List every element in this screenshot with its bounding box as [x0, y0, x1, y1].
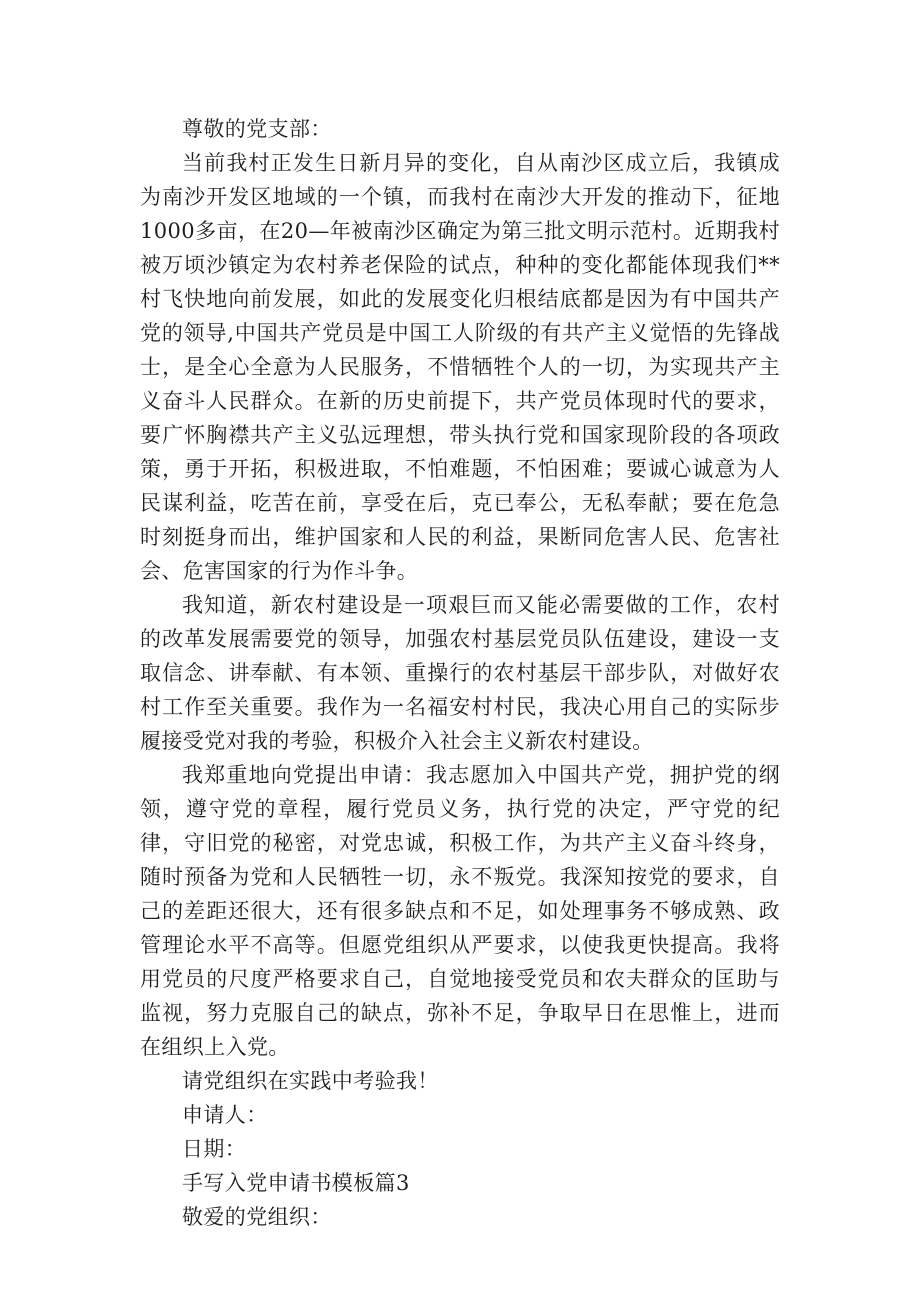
paragraph-1: 当前我村正发生日新月异的变化，自从南沙区成立后，我镇成为南沙开发区地域的一个镇，而我村在南沙大开发的推动下，征地1000多亩，在20—年被南沙区确定为第三批文明示范村。近期我村被万顷沙镇定为农村养老保险的试点，种种的变化都能体现我们**村飞快地向前发展，如此的发展变化归根结底都是因为有中国共产党的领导,中国共产党员是中国工人阶级的有共产主义觉悟的先锋战士，是全心全意为人民服务，不惜牺牲个人的一切，为实现共产主义奋斗人民群众。在新的历史前提下，共产党员体现时代的要求，要广怀胸襟共产主义弘远理想，带头执行党和国家现阶段的各项政策，勇于开拓，积极进取，不怕难题，不怕困难；要诚心诚意为人民谋利益，吃苦在前，享受在后，克已奉公，无私奉献；要在危急时刻挺身而出，维护国家和人民的利益，果断同危害人民、危害社会、危害国家的行为作斗争。	[140, 151, 780, 583]
closing-line: 请党组织在实践中考验我！	[182, 1069, 439, 1093]
next-salutation: 敬爱的党组织：	[182, 1205, 332, 1229]
document-body	[140, 112, 780, 1234]
salutation: 尊敬的党支部：	[182, 117, 332, 141]
paragraph-3: 我郑重地向党提出申请：我志愿加入中国共产党，拥护党的纲领，遵守党的章程，履行党员义务，执行党的决定，严守党的纪律，守旧党的秘密，对党忠诚，积极工作，为共产主义奋斗终身，随时预备为党和人民牺牲一切，永不叛党。我深知按党的要求，自己的差距还很大，还有很多缺点和不足，如处理事务不够成熟、政管理论水平不高等。但愿党组织从严要求，以使我更快提高。我将用党员的尺度严格要求自己，自觉地接受党员和农夫群众的匡助与监视，努力克服自己的缺点，弥补不足，争取早日在思惟上，进而在组织上入党。	[140, 763, 780, 1059]
applicant-label: 申请人：	[182, 1103, 268, 1127]
paragraph-2: 我知道，新农村建设是一项艰巨而又能必需要做的工作，农村的改革发展需要党的领导，加强农村基层党员队伍建设，建设一支取信念、讲奉献、有本领、重操行的农村基层干部步队，对做好农村工作至关重要。我作为一名福安村村民，我决心用自己的实际步履接受党对我的考验，积极介入社会主义新农村建设。	[140, 593, 780, 753]
date-label: 日期：	[182, 1137, 247, 1161]
next-section-title: 手写入党申请书模板篇3	[182, 1171, 410, 1195]
